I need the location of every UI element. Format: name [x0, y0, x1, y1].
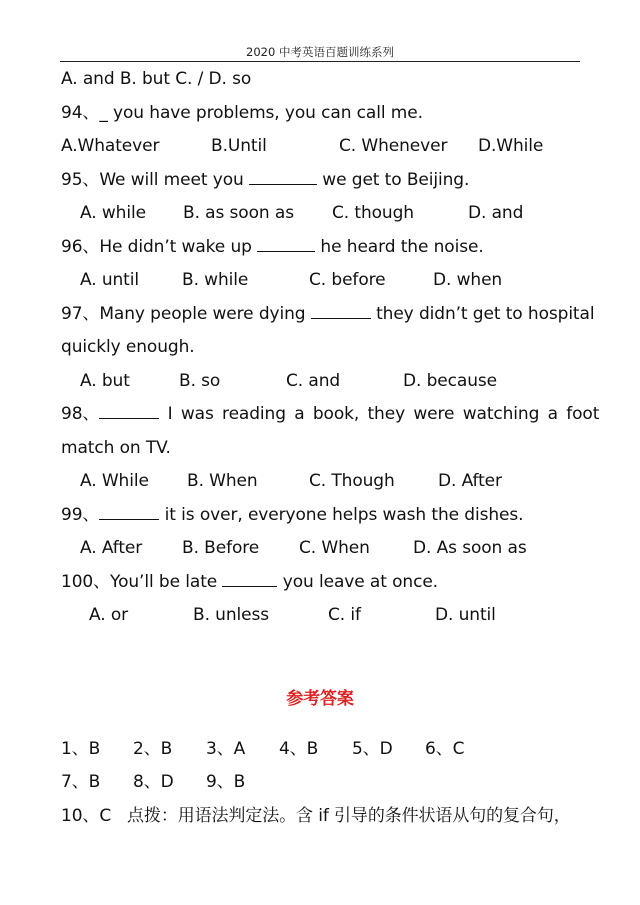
q97-text-b: they didn’t get to hospital: [370, 303, 595, 324]
answer-9: 9、B: [206, 772, 246, 792]
q97-option-b: B. so: [179, 370, 221, 391]
q97-option-a: A. but: [80, 370, 130, 391]
q99-option-b: B. Before: [182, 538, 260, 558]
q97-blank: [311, 302, 371, 319]
q99-option-a: A. After: [80, 538, 143, 558]
q99-blank: [99, 503, 159, 520]
q95-text-b: we get to Beijing.: [316, 169, 470, 190]
q99-option-c: C. When: [299, 538, 370, 558]
q100-option-c: C. if: [328, 605, 361, 625]
q98-text-a: 98、: [61, 404, 100, 424]
q98-question-cont: match on TV.: [61, 437, 171, 458]
q94-option-c: C. Whenever: [339, 136, 448, 156]
q100-option-d: D. until: [435, 605, 496, 625]
answers-title: 参考答案: [286, 688, 354, 709]
answer-8: 8、D: [133, 772, 174, 792]
q100-text-a: 100、You’ll be late: [61, 571, 223, 592]
q94-option-b: B.Until: [211, 136, 267, 156]
q95-text-a: 95、We will meet you: [61, 169, 249, 190]
q99-options: [61, 532, 579, 566]
q99-text-b: it is over, everyone helps wash the dishes.: [159, 504, 524, 525]
q98-options: [61, 465, 579, 499]
answers-row-2: [61, 766, 579, 800]
q97-text-a: 97、Many people were dying: [61, 303, 311, 324]
q95-option-b: B. as soon as: [183, 203, 294, 223]
q93-options-line: A. and B. but C. / D. so: [61, 69, 252, 89]
q100-blank: [222, 570, 277, 587]
q96-blank: [257, 235, 315, 252]
q96-option-a: A. until: [80, 270, 139, 290]
q99-text-a: 99、: [61, 504, 100, 525]
q98-option-b: B. When: [187, 471, 258, 491]
q95-question: [61, 164, 579, 198]
q95-option-a: A. while: [80, 203, 146, 223]
q96-options: [61, 264, 579, 298]
page-header-title: 2020 中考英语百题训练系列: [246, 45, 394, 59]
answer-6: 6、C: [425, 738, 465, 759]
q95-options: [61, 197, 579, 231]
q97-option-d: D. because: [403, 370, 498, 391]
q98-option-a: A. While: [80, 471, 149, 491]
q94-question: 94、_ you have problems, you can call me.: [61, 102, 423, 123]
q98-blank: [99, 402, 159, 419]
q100-text-b: you leave at once.: [277, 571, 438, 592]
q96-question: [61, 231, 579, 265]
q98-question: [61, 398, 600, 432]
answer-3: 3、A: [206, 738, 246, 759]
answer-2: 2、B: [133, 738, 173, 759]
q99-question: [61, 499, 579, 533]
q94-option-a: A.Whatever: [61, 136, 160, 156]
q98-option-d: D. After: [438, 471, 502, 491]
q95-blank: [249, 168, 317, 185]
header-rule: [60, 61, 580, 62]
q100-options: [61, 599, 579, 633]
q94-options: [61, 130, 579, 164]
q96-option-b: B. while: [182, 270, 249, 290]
q98-option-c: C. Though: [309, 471, 395, 491]
q95-option-d: D. and: [468, 203, 524, 223]
q96-option-d: D. when: [433, 270, 503, 290]
q94-option-d: D.While: [478, 136, 544, 156]
answers-row-1: [61, 733, 579, 767]
q100-option-b: B. unless: [193, 605, 270, 625]
q97-question-cont: quickly enough.: [61, 337, 195, 357]
q97-options: [61, 365, 579, 399]
answers-section-header: [61, 633, 579, 709]
answer-5: 5、D: [352, 738, 393, 759]
q98-text-b: I was reading a book, they were watching a foot: [159, 404, 600, 424]
answer-4: 4、B: [279, 738, 319, 759]
q97-option-c: C. and: [286, 370, 341, 391]
q97-question: [61, 298, 595, 332]
worksheet-content: [61, 63, 600, 833]
q95-option-c: C. though: [332, 203, 414, 223]
q99-option-d: D. As soon as: [413, 538, 527, 558]
answer-7: 7、B: [61, 772, 101, 792]
answer-10-explanation: 10、C 点拨：用语法判定法。含 if 引导的条件状语从句的复合句，: [61, 805, 571, 826]
q100-question: [61, 566, 579, 600]
q96-option-c: C. before: [309, 270, 386, 290]
q96-text-b: he heard the noise.: [315, 236, 484, 257]
q96-text-a: 96、He didn’t wake up: [61, 236, 258, 257]
answer-1: 1、B: [61, 738, 101, 759]
q100-option-a: A. or: [89, 605, 129, 625]
